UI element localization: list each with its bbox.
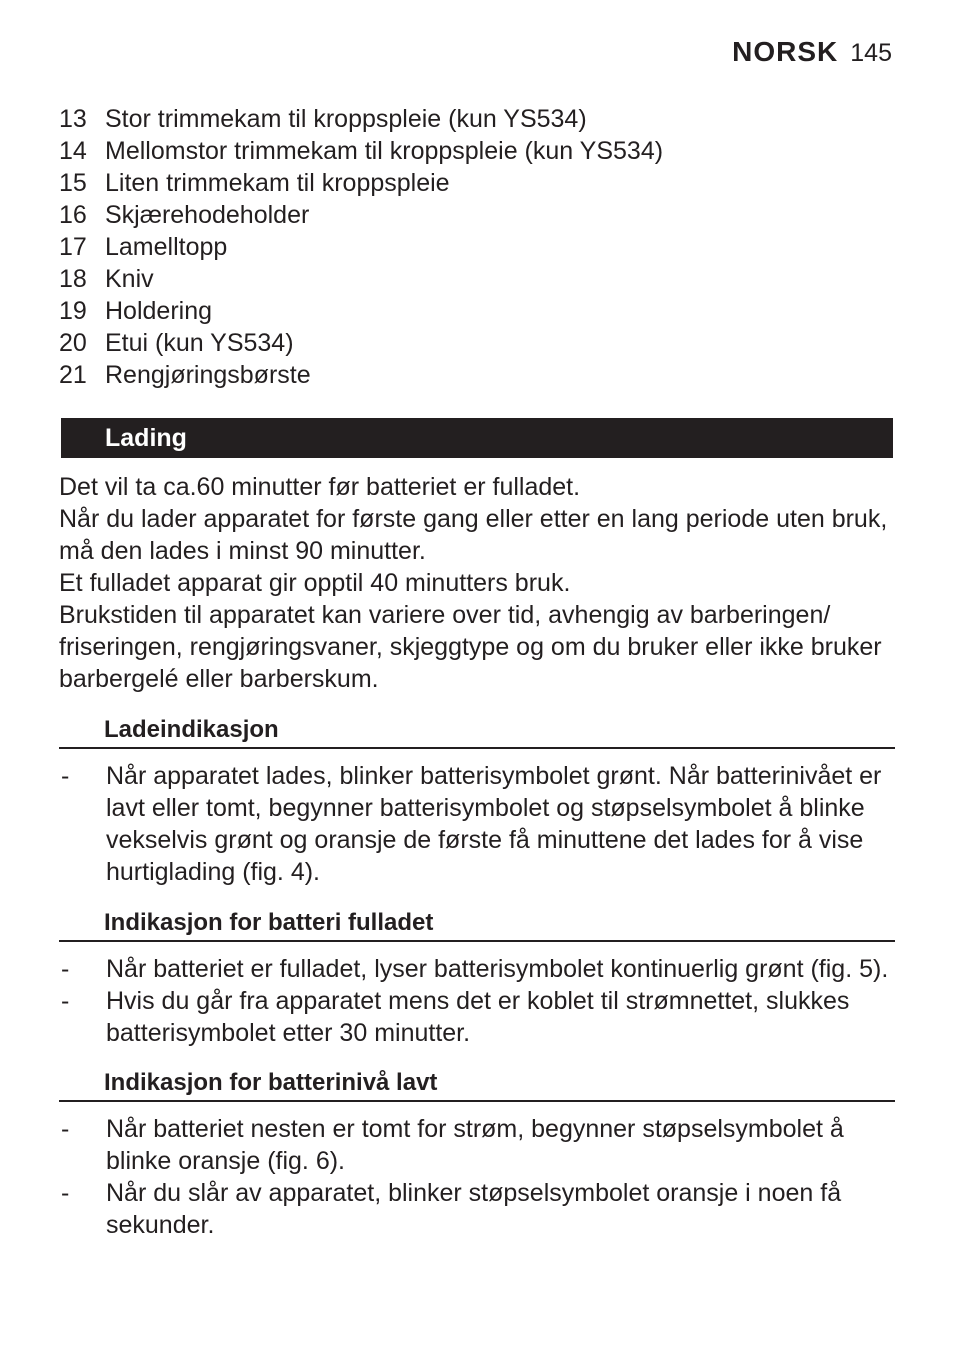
list-item (59, 167, 899, 199)
bullet-marker: - (61, 955, 70, 983)
paragraph: Et fulladet apparat gir opptil 40 minutters bruk. (59, 569, 571, 597)
part-number: 15 (59, 169, 87, 197)
part-name: Kniv (105, 265, 154, 293)
list-item (59, 103, 899, 135)
list-item (59, 760, 899, 888)
bullet-text: Hvis du går fra apparatet mens det er koblet til strømnettet, slukkes batterisymbolet etter 30 minutter. (106, 987, 850, 1047)
paragraph: Brukstiden til apparatet kan variere over tid, avhengig av barberingen/ friseringen, rengjøringsvaner, skjeggtype og om du bruker eller ikke bruker barbergelé eller barberskum. (59, 601, 882, 693)
part-name: Mellomstor trimmekam til kroppspleie (kun YS534) (105, 137, 664, 165)
bullet-marker: - (61, 762, 70, 790)
page-header (732, 36, 892, 68)
list-item (59, 953, 899, 985)
list-item (59, 135, 899, 167)
list-item (59, 295, 899, 327)
part-name: Lamelltopp (105, 233, 228, 261)
section-title: Lading (105, 424, 187, 452)
list-item (59, 985, 899, 1049)
list-item (59, 231, 899, 263)
subsection-title: Indikasjon for batteri fulladet (104, 909, 434, 936)
bullet-text: Når batteriet er fulladet, lyser batterisymbolet kontinuerlig grønt (fig. 5). (106, 955, 889, 983)
part-name: Rengjøringsbørste (105, 361, 311, 389)
part-number: 21 (59, 361, 87, 389)
list-item (59, 327, 899, 359)
part-name: Stor trimmekam til kroppspleie (kun YS534) (105, 105, 587, 133)
bullet-list (59, 760, 899, 888)
part-number: 13 (59, 105, 87, 133)
bullet-marker: - (61, 1179, 70, 1207)
subsection-heading-battery-full (59, 902, 895, 942)
subsection-heading-battery-low (59, 1062, 895, 1102)
subsection-heading-ladeindikasjon (59, 709, 895, 749)
part-number: 19 (59, 297, 87, 325)
paragraph: Det vil ta ca.60 minutter før batteriet er fulladet. (59, 473, 581, 501)
bullet-text: Når apparatet lades, blinker batterisymbolet grønt. Når batterinivået er lavt eller tomt, begynner batterisymbolet og støpselsymbolet å blinke vekselvis grønt og oransje de første få minuttene det lades for å vise hurtiglading (fig. 4). (106, 762, 882, 886)
bullet-text: Når du slår av apparatet, blinker støpselsymbolet oransje i noen få sekunder. (106, 1179, 842, 1239)
list-item (59, 359, 899, 391)
page-number: 145 (850, 39, 892, 67)
bullet-list (59, 953, 899, 1049)
part-name: Liten trimmekam til kroppspleie (105, 169, 450, 197)
part-name: Holdering (105, 297, 213, 325)
parts-list (59, 103, 899, 391)
part-name: Skjærehodeholder (105, 201, 310, 229)
part-name: Etui (kun YS534) (105, 329, 294, 357)
part-number: 17 (59, 233, 87, 261)
part-number: 14 (59, 137, 87, 165)
language-label: NORSK (732, 36, 839, 67)
intro-text (59, 471, 899, 695)
list-item (59, 1177, 899, 1241)
part-number: 20 (59, 329, 87, 357)
paragraph: Når du lader apparatet for første gang eller etter en lang periode uten bruk, må den lades i minst 90 minutter. (59, 505, 888, 565)
list-item (59, 199, 899, 231)
section-heading-bar (61, 418, 893, 458)
subsection-title: Indikasjon for batterinivå lavt (104, 1069, 438, 1096)
list-item (59, 1113, 899, 1177)
bullet-list (59, 1113, 899, 1241)
bullet-marker: - (61, 1115, 70, 1143)
part-number: 18 (59, 265, 87, 293)
list-item (59, 263, 899, 295)
bullet-marker: - (61, 987, 70, 1015)
subsection-title: Ladeindikasjon (104, 716, 279, 743)
bullet-text: Når batteriet nesten er tomt for strøm, begynner støpselsymbolet å blinke oransje (fig. 6). (106, 1115, 844, 1175)
part-number: 16 (59, 201, 87, 229)
